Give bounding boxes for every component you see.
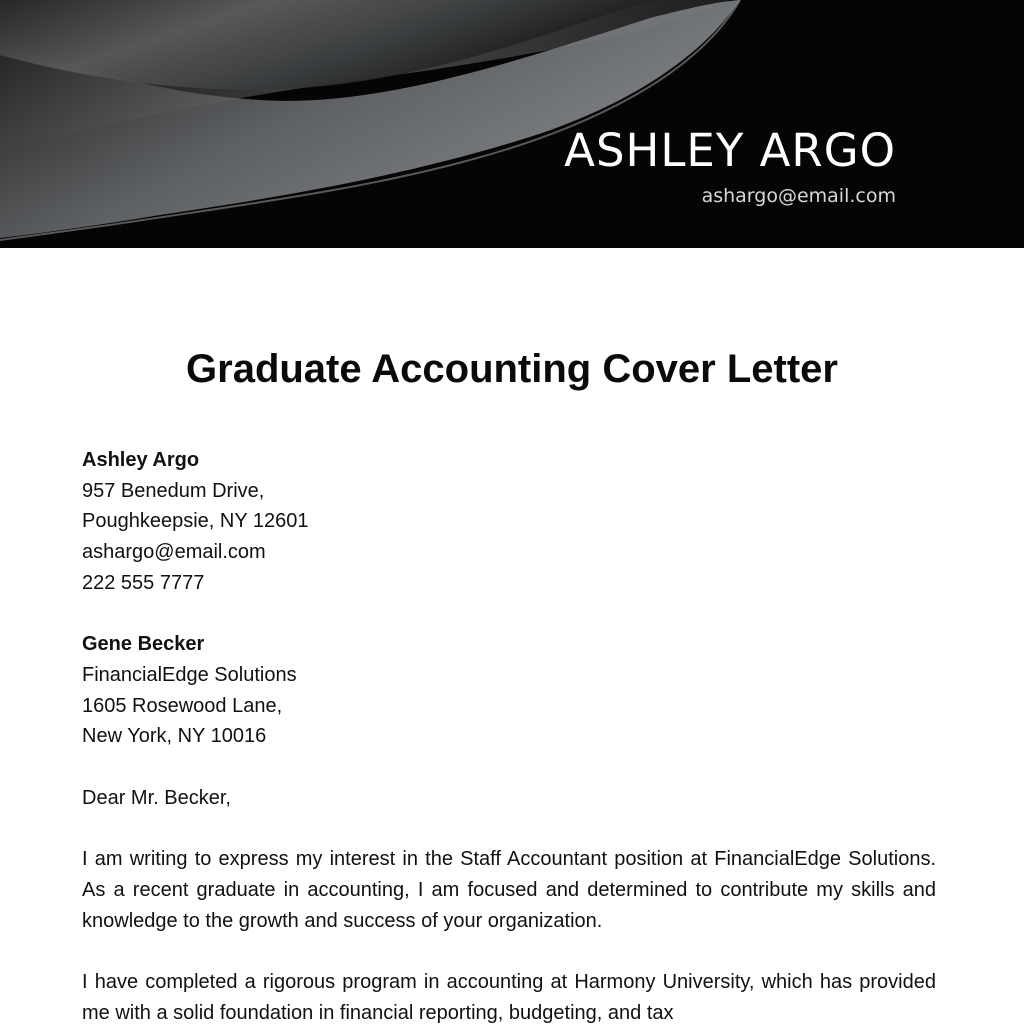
recipient-street: 1605 Rosewood Lane, (82, 694, 283, 717)
recipient-name: Gene Becker (82, 633, 205, 656)
recipient-city: New York, NY 10016 (82, 725, 267, 748)
salutation: Dear Mr. Becker, (82, 786, 231, 809)
sender-email: ashargo@email.com (82, 541, 266, 564)
sender-street: 957 Benedum Drive, (82, 479, 265, 502)
recipient-address-block (82, 629, 936, 752)
sender-city: Poughkeepsie, NY 12601 (82, 510, 309, 533)
letter-body (82, 445, 936, 1024)
body-paragraph: I have completed a rigorous program in accounting at Harmony University, which has provided me with a solid foundation in financial reporting, budgeting, and tax (82, 970, 936, 1024)
recipient-company: FinancialEdge Solutions (82, 663, 297, 686)
sender-address-block (82, 445, 936, 599)
document-title: Graduate Accounting Cover Letter (186, 347, 838, 391)
sender-name: Ashley Argo (82, 449, 200, 471)
banner-name: ASHLEY ARGO (564, 124, 896, 177)
banner-email: ashargo@email.com (701, 185, 896, 207)
body-paragraph: I am writing to express my interest in the Staff Accountant position at FinancialEdge Solutions. As a recent graduate in accounting, I am focused and determined to contribute my skills and knowledge to the growth and success of your organization. (82, 848, 936, 932)
sender-phone: 222 555 7777 (82, 571, 205, 594)
header-banner (0, 0, 1024, 248)
